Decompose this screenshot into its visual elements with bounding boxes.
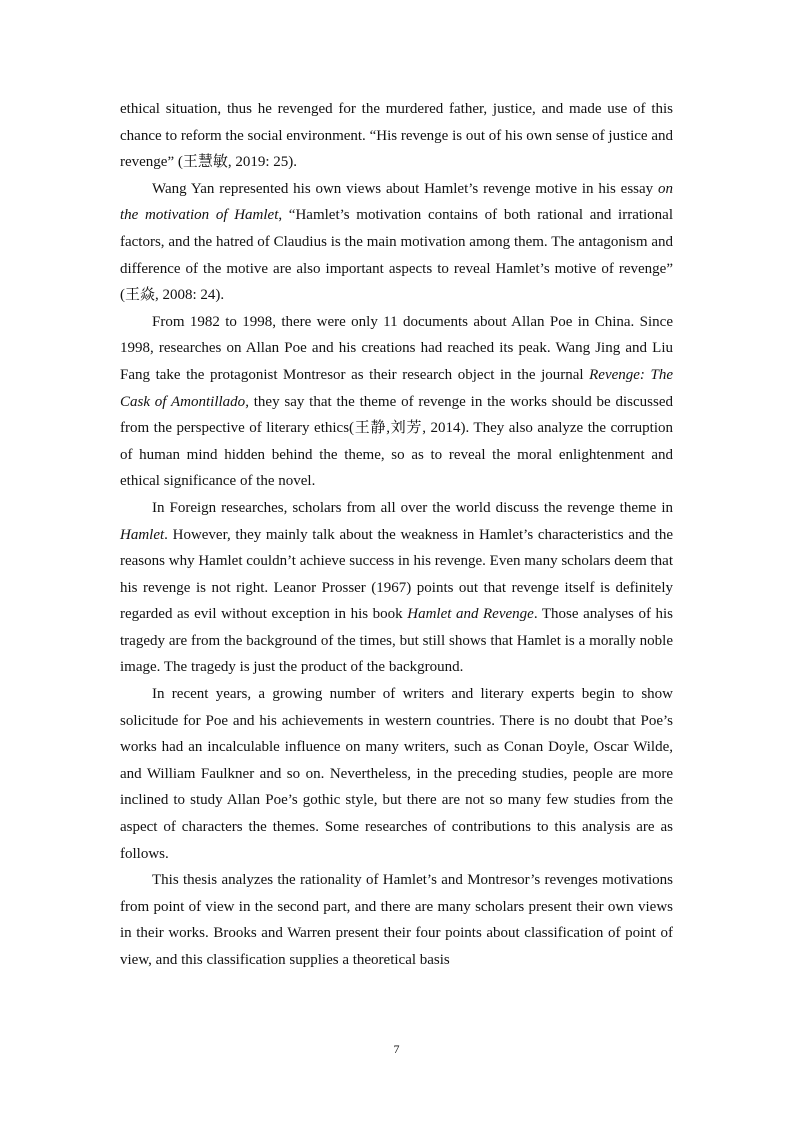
paragraph-text: , “Hamlet’s motivation contains of both rational and irrational factors, and the hatred of Claudius is the main motivation among them. The antagonism and difference of the motive are also important aspects to reveal Hamlet’s motive of revenge” (王焱, 2008: 24). (120, 207, 674, 304)
paragraph-text: . However, they mainly talk about the weakness in Hamlet’s characteristics and the reasons why Hamlet couldn’t achieve success in his revenge. Even many scholars deem that his revenge is not right. Leanor Prosser (1967) points out that revenge itself is definitely regarded as evil without exception in his book (120, 526, 673, 623)
body-paragraph (120, 176, 673, 309)
paragraph-text: This thesis analyzes the rationality of Hamlet’s and Montresor’s revenges motivations from point of view in the second part, and there are many scholars present their own views in their works. Brooks and Warren present their four points about classification of point of view, and this classification supplies a theoretical basis (120, 872, 673, 968)
body-paragraph (120, 681, 673, 867)
paragraph-text: From 1982 to 1998, there were only 11 documents about Allan Poe in China. Since 1998, researches on Allan Poe and his creations had reached its peak. Wang Jing and Liu Fang take the protagonist Montresor as their research object in the journal (120, 313, 673, 383)
paragraph-text: In recent years, a growing number of writers and literary experts begin to show solicitude for Poe and his achievements in western countries. There is no doubt that Poe’s works had an incalculable influence on many writers, such as Conan Doyle, Oscar Wilde, and William Faulkner and so on. Nevertheless, in the preceding studies, people are more inclined to study Allan Poe’s gothic style, but there are not so many few studies from the aspect of characters the themes. Some researches of contributions to this analysis are as follows. (120, 686, 673, 862)
italic-title: Revenge: The Cask of Amontillado (120, 366, 673, 410)
body-paragraph (120, 96, 673, 176)
body-paragraph (120, 495, 673, 681)
paragraph-text: . Those analyses of his tragedy are from the background of the times, but still shows that Hamlet is a morally noble image. The tragedy is just the product of the background. (120, 606, 673, 676)
italic-title: on the motivation of Hamlet (120, 180, 673, 224)
body-paragraph (120, 867, 673, 973)
document-body (120, 96, 673, 974)
italic-title: Hamlet (120, 526, 165, 543)
paragraph-text: Wang Yan represented his own views about Hamlet’s revenge motive in his essay (152, 180, 658, 197)
body-paragraph (120, 309, 673, 495)
paragraph-text: ethical situation, thus he revenged for the murdered father, justice, and made use of this chance to reform the social environment. “His revenge is out of his own sense of justice and revenge” (王慧敏, 2019: 25). (120, 101, 673, 171)
italic-title: Hamlet and Revenge (407, 606, 534, 623)
paragraph-text: , they say that the theme of revenge in the works should be discussed from the perspective of literary ethics(王静,刘芳, 2014). They also analyze the corruption of human mind hidden behind the theme, so as to reveal the moral enlightenment and ethical significance of the novel. (120, 393, 673, 490)
page-number: 7 (393, 1042, 400, 1056)
paragraph-text: In Foreign researches, scholars from all over the world discuss the revenge theme in (152, 499, 673, 516)
